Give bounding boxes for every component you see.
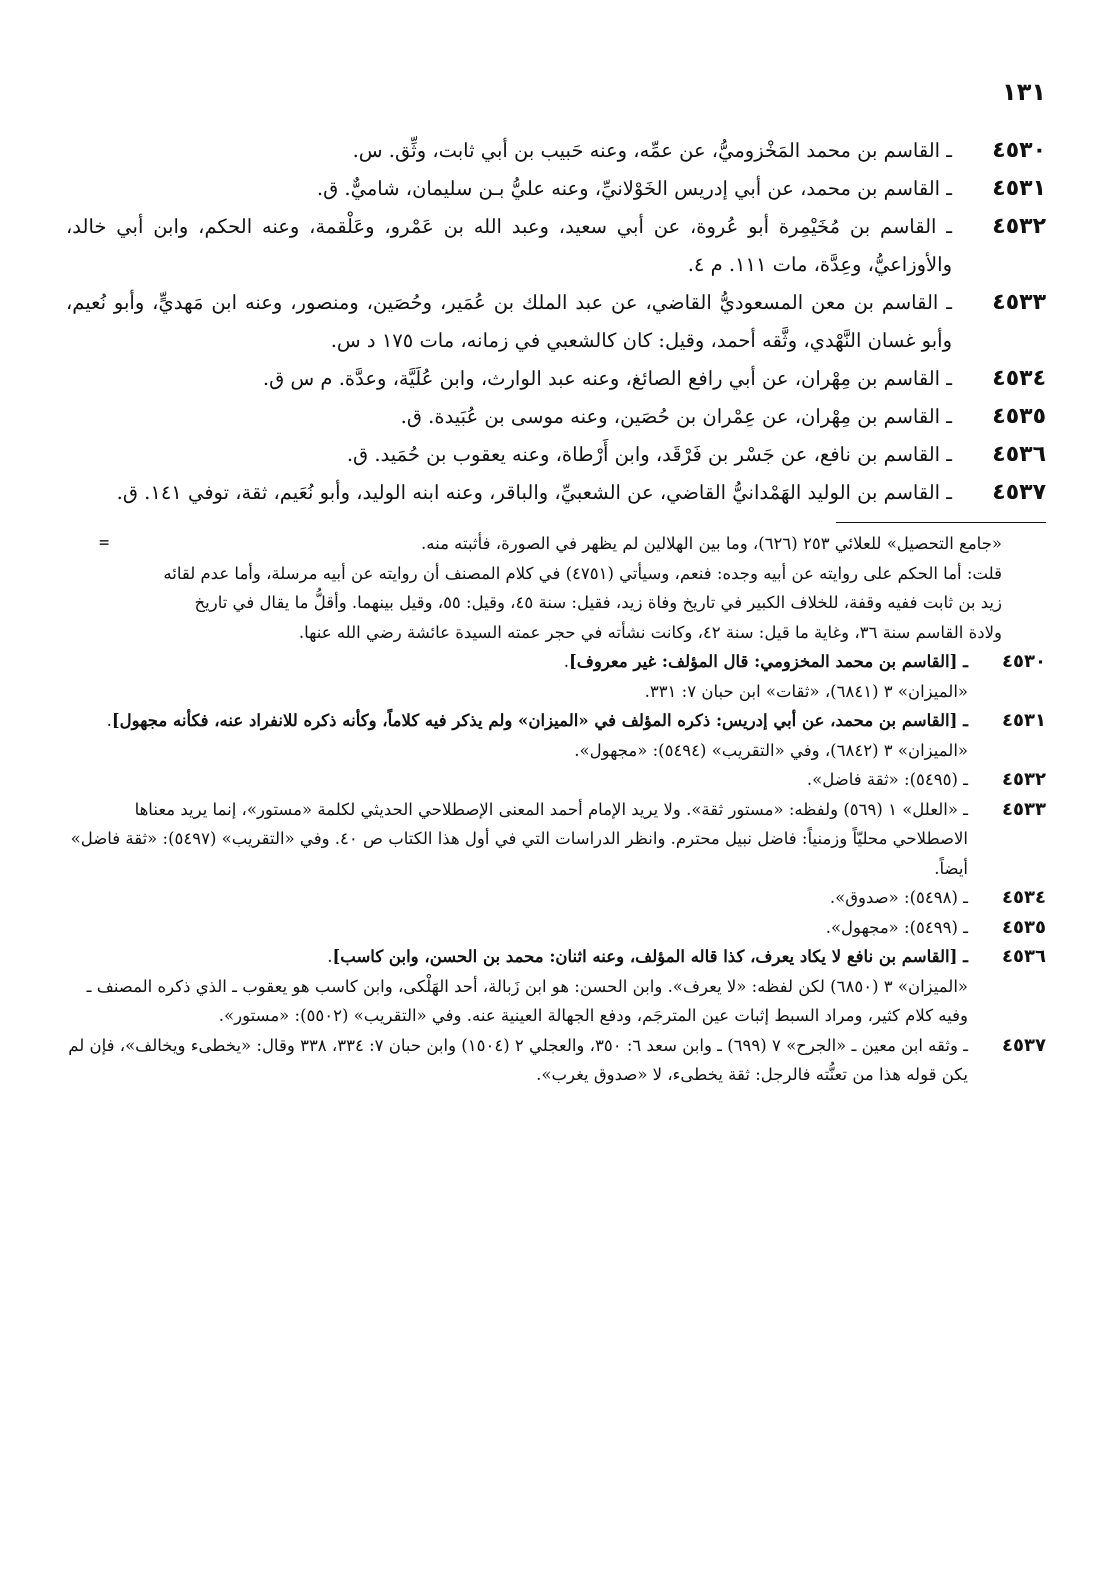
note-number: ٤٥٣٢ xyxy=(1002,769,1046,790)
entry-4536 xyxy=(66,436,1046,474)
page-number: ١٣١ xyxy=(1002,78,1046,106)
footnote-continuation-line: «جامع التحصيل» للعلائي ٢٥٣ (٦٢٦)، وما بين الهلالين لم يظهر في الصورة، فأثبته منه. xyxy=(421,534,1002,553)
note-4531 xyxy=(66,706,1046,736)
entry-4535 xyxy=(66,398,1046,436)
note-number: ٤٥٣٣ xyxy=(1002,798,1046,820)
entry-text: ـ القاسم بن محمد المَخْزوميُّ، عن عمِّه، وعنه حَبيب بن أبي ثابت، وثِّق. س. xyxy=(352,139,952,162)
note-source: «الميزان» ٣ (٦٨٤٢)، وفي «التقريب» (٥٤٩٤): «مجهول». xyxy=(574,740,968,760)
entry-number: ٤٥٣٤ xyxy=(992,366,1046,391)
note-text xyxy=(66,706,968,736)
note-rest: . xyxy=(106,711,112,730)
note-4536 xyxy=(66,942,1046,972)
entry-number: ٤٥٣٥ xyxy=(992,404,1046,429)
note-number: ٤٥٣٥ xyxy=(1002,916,1046,938)
note-bold: ـ [القاسم بن محمد المخزومي: قال المؤلف: غير معروف] xyxy=(568,652,968,671)
note-4534 xyxy=(66,883,1046,913)
note-text: ـ (٥٤٩٩): «مجهول». xyxy=(825,917,968,937)
note-4533 xyxy=(66,795,1046,884)
entry-text: ـ القاسم بن نافع، عن جَسْر بن فَرْقَد، وابن أَرْطاة، وعنه يعقوب بن حُمَيد. ق. xyxy=(346,443,952,466)
note-text xyxy=(66,647,968,677)
document-page xyxy=(66,78,1046,1090)
note-number: ٤٥٣٤ xyxy=(1002,887,1046,908)
entry-4533 xyxy=(66,284,1046,360)
continuation-mark: = xyxy=(98,535,110,551)
entry-4530 xyxy=(66,132,1046,170)
entry-4532 xyxy=(66,208,1046,284)
note-number: ٤٥٣٧ xyxy=(1002,1034,1046,1056)
note-source: «الميزان» ٣ (٦٨٥٠) لكن لفظه: «لا يعرف». وابن الحسن: هو ابن زَبالة، أحد الهَلْكى، وابن كاسب هو يعقوب ـ الذي ذكره المصنف ـ وفيه كلام كثير، ومراد السبط إثبات عين المترجَم، ودفع الجهالة العينية عنه. وفي «التقريب» (٥٥٠٢): «مستور». xyxy=(86,976,968,1025)
note-4532 xyxy=(66,765,1046,795)
entry-text: ـ القاسم بن الوليد الهَمْدانيُّ القاضي، عن الشعبيِّ، والباقر، وعنه ابنه الوليد، وأبو نُعَيم، ثقة، توفي ١٤١. ق. xyxy=(116,481,952,504)
entry-4537 xyxy=(66,474,1046,512)
entry-number: ٤٥٣٢ xyxy=(992,214,1046,239)
entry-text: ـ القاسم بن محمد، عن أبي إدريس الخَوْلانيِّ، وعنه عليُّ بـن سليمان، شاميٌّ. ق. xyxy=(316,177,952,200)
note-text: ـ وثقه ابن معين ـ «الجرح» ٧ (٦٩٩) ـ وابن سعد ٦: ٣٥٠، والعجلي ٢ (١٥٠٤) وابن حبان ٧: ٣٣٤، ٣٣٨ وقال: «يخطىء ويخالف»، فإن لم يكن قوله هذا من تعنُّته فالرجل: ثقة يخطىء، لا «صدوق يغرب». xyxy=(68,1035,968,1084)
entry-number: ٤٥٣٦ xyxy=(992,442,1046,467)
note-text xyxy=(66,942,968,972)
footnotes xyxy=(66,529,1046,1090)
entry-text: ـ القاسم بن مِهْران، عن أبي رافع الصائغ، وعنه عبد الوارث، وابن عُلَيَّة، وعدَّة. م س ق. xyxy=(262,367,952,390)
note-number: ٤٥٣٦ xyxy=(1002,946,1046,967)
note-source: «الميزان» ٣ (٦٨٤١)، «ثقات» ابن حبان ٧: ٣٣١. xyxy=(644,681,968,701)
entry-text: ـ القاسم بن معن المسعوديُّ القاضي، عن عبد الملك بن عُمَير، وحُصَين، ومنصور، وعنه ابن مَهديٍّ، وأبو نُعيم، وأبو غسان النَّهْدي، وثَّقه أحمد، وقيل: كان كالشعبي في زمانه، مات ١٧٥ د س. xyxy=(66,291,952,352)
entry-text: ـ القاسم بن مُخَيْمِرة أبو عُروة، عن أبي سعيد، وعبد الله بن عَمْرو، وعَلْقمة، وعنه الحكم، وابن أبي خالد، والأوزاعيُّ، وعِدَّة، مات ١١١. م ٤. xyxy=(66,215,952,276)
entry-number: ٤٥٣٣ xyxy=(992,290,1046,315)
note-4537 xyxy=(66,1031,1046,1090)
note-rest: . xyxy=(563,652,569,671)
footnote-continuation-paragraph: قلت: أما الحكم على روايته عن أبيه وجده: فنعم، وسيأتي (٤٧٥١) في كلام المصنف أن روايته عن أبيه مرسلة، وأما عدم لقائه زيد بن ثابت ففيه وقفة، للخلاف الكبير في تاريخ وفاة زيد، فقيل: سنة ٤٥، وقيل: ٥٥، وقيل بينهما. وأقلُّ ما يقال في تاريخ ولادة القاسم سنة ٣٦، وغاية ما قيل: سنة ٤٢، وكانت نشأته في حجر عمته السيدة عائشة رضي الله عنها. xyxy=(163,563,1002,642)
note-4535 xyxy=(66,913,1046,943)
note-4530 xyxy=(66,647,1046,677)
footnote-divider xyxy=(836,522,1046,523)
entry-4534 xyxy=(66,360,1046,398)
footnote-continuation xyxy=(66,529,1046,647)
main-entries xyxy=(66,132,1046,512)
note-bold: ـ [القاسم بن محمد، عن أبي إدريس: ذكره المؤلف في «الميزان» ولم يذكر فيه كلاماً، وكأنه ذكره للانفراد عنه، فكأنه مجهول] xyxy=(111,711,968,730)
note-text: ـ «العلل» ١ (٥٦٩) ولفظه: «مستور ثقة». ولا يريد الإمام أحمد المعنى الإصطلاحي الحديثي لكلمة «مستور»، إنما يريد معناها الاصطلاحي محليّاً وزمنياً: فاضل نبيل محترم. وانظر الدراسات التي في أول هذا الكتاب ص ٤٠. وفي «التقريب» (٥٤٩٧): «ثقة فاضل» أيضاً. xyxy=(70,799,968,878)
entry-number: ٤٥٣١ xyxy=(992,176,1046,201)
note-number: ٤٥٣١ xyxy=(1002,710,1046,731)
note-bold: ـ [القاسم بن نافع لا يكاد يعرف، كذا قاله المؤلف، وعنه اثنان: محمد بن الحسن، وابن كاسب] xyxy=(332,947,968,966)
note-text: ـ (٥٤٩٥): «ثقة فاضل». xyxy=(806,770,968,789)
entry-text: ـ القاسم بن مِهْران، عن عِمْران بن حُصَين، وعنه موسى بن عُبَيدة. ق. xyxy=(400,405,952,428)
note-number: ٤٥٣٠ xyxy=(1002,651,1046,672)
note-text: ـ (٥٤٩٨): «صدوق». xyxy=(829,888,968,907)
note-rest: . xyxy=(327,947,333,966)
entry-number: ٤٥٣٠ xyxy=(992,138,1046,163)
entry-4531 xyxy=(66,170,1046,208)
entry-number: ٤٥٣٧ xyxy=(992,480,1046,505)
